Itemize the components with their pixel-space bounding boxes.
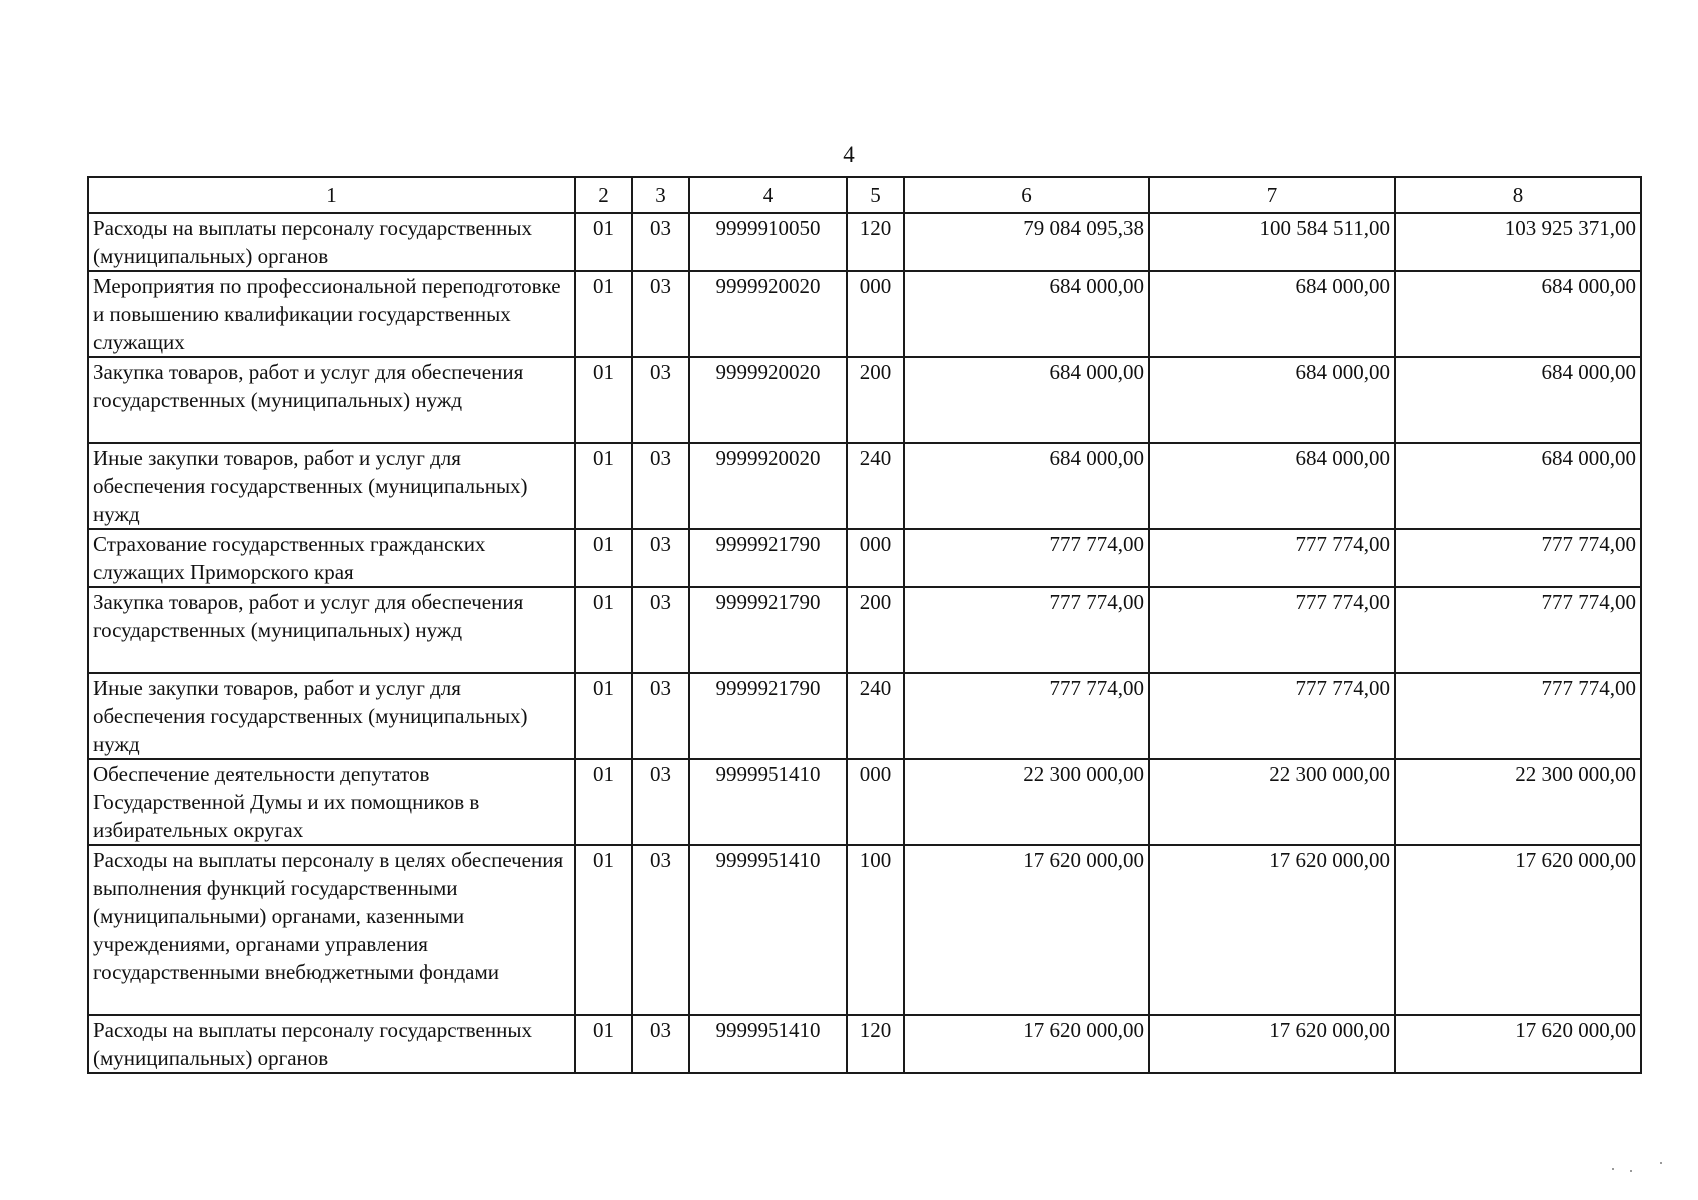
expense-type-code: 000 [847, 529, 904, 587]
subsection-code: 03 [632, 443, 689, 529]
expense-type-code: 200 [847, 357, 904, 443]
expense-type-code: 100 [847, 845, 904, 1015]
section-code: 01 [575, 443, 632, 529]
subsection-code: 03 [632, 845, 689, 1015]
target-article-code: 9999951410 [689, 845, 847, 1015]
column-header: 8 [1395, 177, 1641, 213]
expense-type-code: 120 [847, 1015, 904, 1073]
column-header: 5 [847, 177, 904, 213]
amount-col-8: 103 925 371,00 [1395, 213, 1641, 271]
subsection-code: 03 [632, 587, 689, 673]
expense-name: Закупка товаров, работ и услуг для обеспечения государственных (муниципальных) нужд [88, 587, 575, 673]
column-header: 7 [1149, 177, 1395, 213]
expense-type-code: 120 [847, 213, 904, 271]
table-row [88, 1015, 1641, 1073]
table-row [88, 587, 1641, 673]
amount-col-8: 17 620 000,00 [1395, 845, 1641, 1015]
target-article-code: 9999921790 [689, 673, 847, 759]
section-code: 01 [575, 587, 632, 673]
expense-name: Расходы на выплаты персоналу в целях обеспечения выполнения функций государственными (муниципальными) органами, казенными учреждениями, органами управления государственными внебюджетными фондами [88, 845, 575, 1015]
subsection-code: 03 [632, 271, 689, 357]
column-header: 3 [632, 177, 689, 213]
expense-name: Расходы на выплаты персоналу государственных (муниципальных) органов [88, 1015, 575, 1073]
table-row [88, 529, 1641, 587]
scan-speck [1630, 1170, 1632, 1172]
expense-type-code: 200 [847, 587, 904, 673]
table-row [88, 845, 1641, 1015]
amount-col-7: 777 774,00 [1149, 673, 1395, 759]
subsection-code: 03 [632, 759, 689, 845]
section-code: 01 [575, 845, 632, 1015]
amount-col-7: 22 300 000,00 [1149, 759, 1395, 845]
amount-col-6: 777 774,00 [904, 673, 1149, 759]
expense-type-code: 000 [847, 759, 904, 845]
amount-col-7: 17 620 000,00 [1149, 1015, 1395, 1073]
subsection-code: 03 [632, 357, 689, 443]
scan-speck [1660, 1162, 1662, 1164]
amount-col-6: 684 000,00 [904, 357, 1149, 443]
target-article-code: 9999951410 [689, 1015, 847, 1073]
table-row [88, 271, 1641, 357]
page-number: 4 [843, 142, 855, 167]
section-code: 01 [575, 673, 632, 759]
table-row [88, 357, 1641, 443]
expense-name: Закупка товаров, работ и услуг для обеспечения государственных (муниципальных) нужд [88, 357, 575, 443]
expense-type-code: 240 [847, 443, 904, 529]
amount-col-8: 684 000,00 [1395, 357, 1641, 443]
target-article-code: 9999951410 [689, 759, 847, 845]
amount-col-8: 17 620 000,00 [1395, 1015, 1641, 1073]
subsection-code: 03 [632, 529, 689, 587]
expense-name: Страхование государственных гражданских служащих Приморского края [88, 529, 575, 587]
column-header: 1 [88, 177, 575, 213]
column-header: 2 [575, 177, 632, 213]
amount-col-6: 777 774,00 [904, 587, 1149, 673]
amount-col-6: 684 000,00 [904, 443, 1149, 529]
expense-name: Иные закупки товаров, работ и услуг для обеспечения государственных (муниципальных) нужд [88, 673, 575, 759]
expense-name: Расходы на выплаты персоналу государственных (муниципальных) органов [88, 213, 575, 271]
amount-col-6: 22 300 000,00 [904, 759, 1149, 845]
amount-col-7: 684 000,00 [1149, 443, 1395, 529]
target-article-code: 9999910050 [689, 213, 847, 271]
amount-col-7: 777 774,00 [1149, 587, 1395, 673]
section-code: 01 [575, 357, 632, 443]
table-header-row [88, 177, 1641, 213]
column-header: 6 [904, 177, 1149, 213]
amount-col-8: 777 774,00 [1395, 529, 1641, 587]
expense-type-code: 000 [847, 271, 904, 357]
scan-speck [1612, 1168, 1614, 1170]
section-code: 01 [575, 1015, 632, 1073]
expense-name: Иные закупки товаров, работ и услуг для обеспечения государственных (муниципальных) нужд [88, 443, 575, 529]
table-row [88, 213, 1641, 271]
expense-name: Обеспечение деятельности депутатов Государственной Думы и их помощников в избирательных округах [88, 759, 575, 845]
subsection-code: 03 [632, 1015, 689, 1073]
amount-col-7: 17 620 000,00 [1149, 845, 1395, 1015]
subsection-code: 03 [632, 213, 689, 271]
target-article-code: 9999920020 [689, 357, 847, 443]
budget-table [87, 176, 1642, 1074]
target-article-code: 9999920020 [689, 271, 847, 357]
amount-col-8: 777 774,00 [1395, 673, 1641, 759]
table-row [88, 443, 1641, 529]
section-code: 01 [575, 529, 632, 587]
table-row [88, 673, 1641, 759]
column-header: 4 [689, 177, 847, 213]
amount-col-6: 684 000,00 [904, 271, 1149, 357]
amount-col-6: 17 620 000,00 [904, 1015, 1149, 1073]
section-code: 01 [575, 271, 632, 357]
amount-col-6: 79 084 095,38 [904, 213, 1149, 271]
expense-type-code: 240 [847, 673, 904, 759]
target-article-code: 9999920020 [689, 443, 847, 529]
expense-name: Мероприятия по профессиональной переподготовке и повышению квалификации государственных служащих [88, 271, 575, 357]
target-article-code: 9999921790 [689, 587, 847, 673]
amount-col-7: 100 584 511,00 [1149, 213, 1395, 271]
amount-col-8: 684 000,00 [1395, 271, 1641, 357]
amount-col-7: 684 000,00 [1149, 271, 1395, 357]
amount-col-7: 777 774,00 [1149, 529, 1395, 587]
amount-col-7: 684 000,00 [1149, 357, 1395, 443]
section-code: 01 [575, 759, 632, 845]
table-row [88, 759, 1641, 845]
amount-col-8: 777 774,00 [1395, 587, 1641, 673]
amount-col-6: 17 620 000,00 [904, 845, 1149, 1015]
target-article-code: 9999921790 [689, 529, 847, 587]
subsection-code: 03 [632, 673, 689, 759]
amount-col-8: 684 000,00 [1395, 443, 1641, 529]
section-code: 01 [575, 213, 632, 271]
amount-col-6: 777 774,00 [904, 529, 1149, 587]
amount-col-8: 22 300 000,00 [1395, 759, 1641, 845]
